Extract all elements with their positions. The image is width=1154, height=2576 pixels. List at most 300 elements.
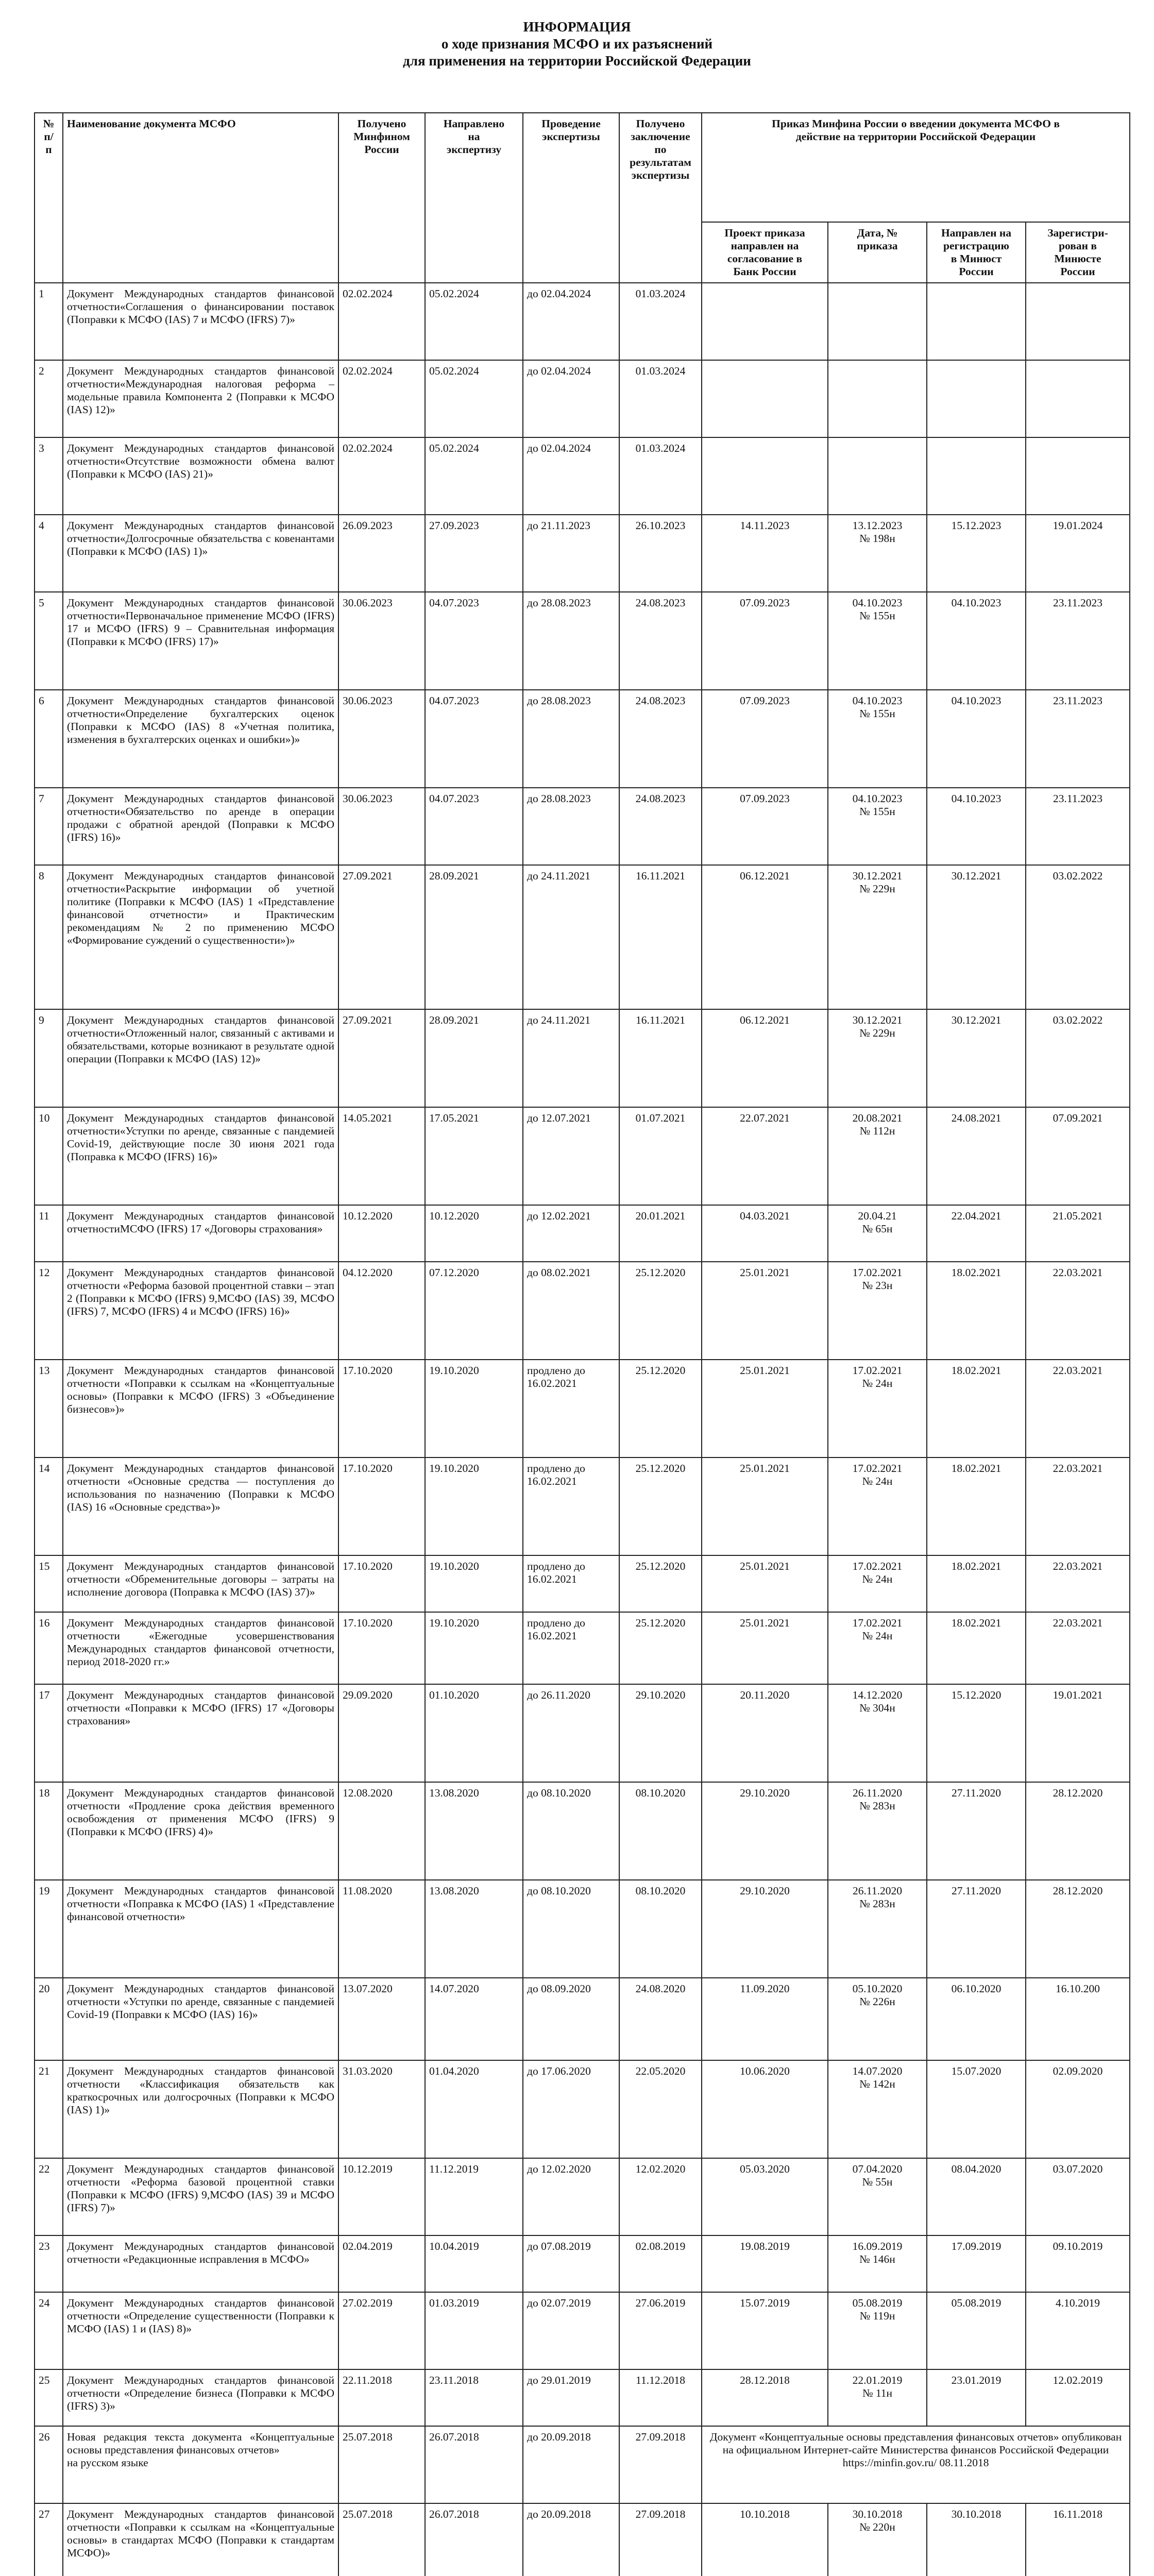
registered-date-cell: 07.09.2021 [1026, 1107, 1130, 1205]
conclusion-date-cell: 01.07.2021 [619, 1107, 702, 1205]
conclusion-date-cell: 29.10.2020 [619, 1684, 702, 1782]
row-number-cell: 1 [35, 283, 63, 360]
document-name-cell: Документ Международных стандартов финансовой отчетности «Реформа базовой процентной ставки – этап 2 (Поправки к МСФО (IFRS) 9,МСФО (IAS) 39, МСФО (IFRS) 7, МСФО (IFRS) 4 и МСФО (IFRS) 16)» [63, 1262, 338, 1360]
order-date-number-cell: 13.12.2023 № 198н [828, 515, 927, 592]
document-name-cell: Документ Международных стандартов финансовой отчетности «Определение существенности (Поправки к МСФО (IAS) 1 и (IAS) 8)» [63, 2292, 338, 2369]
sent-date-cell: 28.09.2021 [425, 865, 523, 1009]
received-date-cell: 02.02.2024 [338, 360, 425, 437]
project-sent-cell: 14.11.2023 [702, 515, 828, 592]
received-date-cell: 17.10.2020 [338, 1555, 425, 1612]
order-date-number-cell: 04.10.2023 № 155н [828, 788, 927, 865]
sent-date-cell: 05.02.2024 [425, 360, 523, 437]
registration-sent-cell [927, 360, 1026, 437]
registered-date-cell: 22.03.2021 [1026, 1612, 1130, 1684]
received-date-cell: 17.10.2020 [338, 1360, 425, 1458]
expertise-deadline-cell: до 08.09.2020 [523, 1978, 619, 2060]
registration-sent-cell: 08.04.2020 [927, 2158, 1026, 2235]
registration-sent-cell [927, 283, 1026, 360]
document-name-cell: Документ Международных стандартов финансовой отчетности«Обязательство по аренде в операции продажи с обратной арендой (Поправки к МСФО (IFRS) 16)» [63, 788, 338, 865]
received-date-cell: 26.09.2023 [338, 515, 425, 592]
project-sent-cell: 29.10.2020 [702, 1880, 828, 1978]
expertise-deadline-cell: до 07.08.2019 [523, 2235, 619, 2292]
expertise-deadline-cell: до 17.06.2020 [523, 2060, 619, 2158]
table-row [35, 2235, 1130, 2292]
project-sent-cell: 05.03.2020 [702, 2158, 828, 2235]
sent-date-cell: 26.07.2018 [425, 2503, 523, 2576]
row-number-cell: 15 [35, 1555, 63, 1612]
sent-date-cell: 28.09.2021 [425, 1009, 523, 1107]
sent-date-cell: 10.12.2020 [425, 1205, 523, 1262]
order-date-number-cell: 20.04.21 № 65н [828, 1205, 927, 1262]
registered-date-cell: 16.11.2018 [1026, 2503, 1130, 2576]
registered-date-cell: 4.10.2019 [1026, 2292, 1130, 2369]
sent-date-cell: 04.07.2023 [425, 788, 523, 865]
expertise-deadline-cell: до 12.02.2020 [523, 2158, 619, 2235]
expertise-deadline-cell: до 08.10.2020 [523, 1880, 619, 1978]
registered-date-cell: 23.11.2023 [1026, 690, 1130, 788]
table-row [35, 2060, 1130, 2158]
order-date-number-cell: 14.07.2020 № 142н [828, 2060, 927, 2158]
sent-date-cell: 19.10.2020 [425, 1612, 523, 1684]
conclusion-date-cell: 24.08.2020 [619, 1978, 702, 2060]
table-row [35, 1684, 1130, 1782]
sent-date-cell: 13.08.2020 [425, 1880, 523, 1978]
sent-date-cell: 19.10.2020 [425, 1458, 523, 1555]
sent-date-cell: 01.03.2019 [425, 2292, 523, 2369]
registration-sent-cell: 22.04.2021 [927, 1205, 1026, 1262]
sent-date-cell: 19.10.2020 [425, 1360, 523, 1458]
document-name-cell: Документ Международных стандартов финансовой отчетности«Долгосрочные обязательства с ковенантами (Поправки к МСФО (IAS) 1)» [63, 515, 338, 592]
registered-date-cell: 22.03.2021 [1026, 1360, 1130, 1458]
table-row [35, 2158, 1130, 2235]
expertise-deadline-cell: до 02.04.2024 [523, 360, 619, 437]
received-date-cell: 02.02.2024 [338, 283, 425, 360]
received-date-cell: 17.10.2020 [338, 1458, 425, 1555]
sent-date-cell: 01.04.2020 [425, 2060, 523, 2158]
document-name-cell: Новая редакция текста документа «Концептуальные основы представления финансовых отчетов» на русском языке [63, 2426, 338, 2503]
project-sent-cell: 06.12.2021 [702, 1009, 828, 1107]
row-number-cell: 24 [35, 2292, 63, 2369]
document-name-cell: Документ Международных стандартов финансовой отчетности «Ежегодные усовершенствования Международных стандартов финансовой отчетности, период 2018-2020 гг.» [63, 1612, 338, 1684]
col-header-received: Получено Минфином России [338, 113, 425, 283]
document-subtitle-1: о ходе признания МСФО и их разъяснений [441, 36, 713, 52]
document-title: ИНФОРМАЦИЯ [523, 19, 631, 35]
expertise-deadline-cell: до 24.11.2021 [523, 865, 619, 1009]
sent-date-cell: 05.02.2024 [425, 283, 523, 360]
row-number-cell: 20 [35, 1978, 63, 2060]
received-date-cell: 02.02.2024 [338, 437, 425, 515]
col-header-sent: Направлено на экспертизу [425, 113, 523, 283]
project-sent-cell: 10.06.2020 [702, 2060, 828, 2158]
col-header-registered: Зарегистри- рован в Минюсте России [1026, 222, 1130, 283]
order-date-number-cell: 30.10.2018 № 220н [828, 2503, 927, 2576]
row-number-cell: 11 [35, 1205, 63, 1262]
document-name-cell: Документ Международных стандартов финансовой отчетности «Определение бизнеса (Поправки к МСФО (IFRS) 3)» [63, 2369, 338, 2426]
sent-date-cell: 05.02.2024 [425, 437, 523, 515]
received-date-cell: 14.05.2021 [338, 1107, 425, 1205]
order-date-number-cell: 04.10.2023 № 155н [828, 690, 927, 788]
conclusion-date-cell: 16.11.2021 [619, 1009, 702, 1107]
registration-sent-cell: 05.08.2019 [927, 2292, 1026, 2369]
registered-date-cell: 22.03.2021 [1026, 1458, 1130, 1555]
row-number-cell: 10 [35, 1107, 63, 1205]
registered-date-cell [1026, 283, 1130, 360]
document-name-cell: Документ Международных стандартов финансовой отчетности«Отложенный налог, связанный с активами и обязательствами, которые возникают в результате одной операции (Поправки к МСФО (IAS) 12)» [63, 1009, 338, 1107]
registration-sent-cell: 18.02.2021 [927, 1360, 1026, 1458]
row-number-cell: 26 [35, 2426, 63, 2503]
project-sent-cell: 28.12.2018 [702, 2369, 828, 2426]
order-date-number-cell: 17.02.2021 № 24н [828, 1555, 927, 1612]
registered-date-cell: 28.12.2020 [1026, 1782, 1130, 1880]
document-name-cell: Документ Международных стандартов финансовой отчетности«Соглашения о финансировании поставок (Поправки к МСФО (IAS) 7 и МСФО (IFRS) 7)» [63, 283, 338, 360]
col-header-date-no: Дата, № приказа [828, 222, 927, 283]
received-date-cell: 25.07.2018 [338, 2426, 425, 2503]
received-date-cell: 22.11.2018 [338, 2369, 425, 2426]
registration-sent-cell: 24.08.2021 [927, 1107, 1026, 1205]
row-number-cell: 19 [35, 1880, 63, 1978]
document-name-cell: Документ Международных стандартов финансовой отчетности «Уступки по аренде, связанные с пандемией Covid-19 (Поправки к МСФО (IAS) 16)» [63, 1978, 338, 2060]
table-row [35, 283, 1130, 360]
document-name-cell: Документ Международных стандартов финансовой отчетности «Редакционные исправления в МСФО» [63, 2235, 338, 2292]
conclusion-date-cell: 22.05.2020 [619, 2060, 702, 2158]
registration-sent-cell [927, 437, 1026, 515]
registration-sent-cell: 04.10.2023 [927, 690, 1026, 788]
expertise-deadline-cell: до 20.09.2018 [523, 2503, 619, 2576]
row-number-cell: 21 [35, 2060, 63, 2158]
project-sent-cell: 25.01.2021 [702, 1555, 828, 1612]
publication-note-cell: Документ «Концептуальные основы представления финансовых отчетов» опубликован на официальном Интернет-сайте Министерства финансов Российской Федерации https://minfin.gov.ru/ 08.11.2018 [702, 2426, 1130, 2503]
table-row [35, 1458, 1130, 1555]
received-date-cell: 31.03.2020 [338, 2060, 425, 2158]
registration-sent-cell: 18.02.2021 [927, 1555, 1026, 1612]
registration-sent-cell: 18.02.2021 [927, 1612, 1026, 1684]
registered-date-cell: 03.07.2020 [1026, 2158, 1130, 2235]
order-date-number-cell: 14.12.2020 № 304н [828, 1684, 927, 1782]
project-sent-cell: 04.03.2021 [702, 1205, 828, 1262]
row-number-cell: 17 [35, 1684, 63, 1782]
received-date-cell: 11.08.2020 [338, 1880, 425, 1978]
conclusion-date-cell: 20.01.2021 [619, 1205, 702, 1262]
table-row [35, 1262, 1130, 1360]
registered-date-cell: 22.03.2021 [1026, 1262, 1130, 1360]
table-row [35, 2503, 1130, 2576]
received-date-cell: 13.07.2020 [338, 1978, 425, 2060]
project-sent-cell: 10.10.2018 [702, 2503, 828, 2576]
conclusion-date-cell: 25.12.2020 [619, 1360, 702, 1458]
expertise-deadline-cell: до 28.08.2023 [523, 690, 619, 788]
registration-sent-cell: 30.10.2018 [927, 2503, 1026, 2576]
conclusion-date-cell: 24.08.2023 [619, 788, 702, 865]
row-number-cell: 8 [35, 865, 63, 1009]
sent-date-cell: 10.04.2019 [425, 2235, 523, 2292]
table-row [35, 1978, 1130, 2060]
project-sent-cell: 25.01.2021 [702, 1360, 828, 1458]
order-date-number-cell: 17.02.2021 № 24н [828, 1612, 927, 1684]
registration-sent-cell: 30.12.2021 [927, 865, 1026, 1009]
order-date-number-cell: 17.02.2021 № 24н [828, 1458, 927, 1555]
project-sent-cell: 07.09.2023 [702, 690, 828, 788]
conclusion-date-cell: 01.03.2024 [619, 283, 702, 360]
sent-date-cell: 01.10.2020 [425, 1684, 523, 1782]
received-date-cell: 17.10.2020 [338, 1612, 425, 1684]
document-name-cell: Документ Международных стандартов финансовой отчетности «Поправки к ссылкам на «Концептуальные основы» в стандартах МСФО (Поправки к стандартам МСФО)» [63, 2503, 338, 2576]
table-body [35, 283, 1130, 2576]
conclusion-date-cell: 25.12.2020 [619, 1555, 702, 1612]
received-date-cell: 25.07.2018 [338, 2503, 425, 2576]
registered-date-cell: 12.02.2019 [1026, 2369, 1130, 2426]
conclusion-date-cell: 24.08.2023 [619, 592, 702, 690]
table-row [35, 1880, 1130, 1978]
document-name-cell: Документ Международных стандартов финансовой отчетности«Отсутствие возможности обмена валют (Поправки к МСФО (IAS) 21)» [63, 437, 338, 515]
table-row [35, 1612, 1130, 1684]
order-date-number-cell [828, 283, 927, 360]
registered-date-cell: 21.05.2021 [1026, 1205, 1130, 1262]
registration-sent-cell: 15.12.2020 [927, 1684, 1026, 1782]
sent-date-cell: 26.07.2018 [425, 2426, 523, 2503]
expertise-deadline-cell: до 28.08.2023 [523, 592, 619, 690]
received-date-cell: 10.12.2019 [338, 2158, 425, 2235]
registration-sent-cell: 27.11.2020 [927, 1880, 1026, 1978]
registered-date-cell: 19.01.2021 [1026, 1684, 1130, 1782]
registration-sent-cell: 30.12.2021 [927, 1009, 1026, 1107]
project-sent-cell: 11.09.2020 [702, 1978, 828, 2060]
registration-sent-cell: 18.02.2021 [927, 1458, 1026, 1555]
registration-sent-cell: 15.12.2023 [927, 515, 1026, 592]
expertise-deadline-cell: до 29.01.2019 [523, 2369, 619, 2426]
project-sent-cell: 15.07.2019 [702, 2292, 828, 2369]
table-row [35, 690, 1130, 788]
table-row [35, 1009, 1130, 1107]
expertise-deadline-cell: до 12.02.2021 [523, 1205, 619, 1262]
document-header [0, 19, 1154, 70]
conclusion-date-cell: 16.11.2021 [619, 865, 702, 1009]
sent-date-cell: 11.12.2019 [425, 2158, 523, 2235]
expertise-deadline-cell: до 02.04.2024 [523, 283, 619, 360]
registered-date-cell: 22.03.2021 [1026, 1555, 1130, 1612]
received-date-cell: 29.09.2020 [338, 1684, 425, 1782]
document-name-cell: Документ Международных стандартов финансовой отчетности «Обременительные договоры – затраты на исполнение договора (Поправка к МСФО (IAS) 37)» [63, 1555, 338, 1612]
project-sent-cell: 20.11.2020 [702, 1684, 828, 1782]
project-sent-cell: 07.09.2023 [702, 592, 828, 690]
conclusion-date-cell: 01.03.2024 [619, 360, 702, 437]
document-name-cell: Документ Международных стандартов финансовой отчетности «Поправки к МСФО (IFRS) 17 «Договоры страхования» [63, 1684, 338, 1782]
order-date-number-cell [828, 360, 927, 437]
row-number-cell: 6 [35, 690, 63, 788]
row-number-cell: 13 [35, 1360, 63, 1458]
expertise-deadline-cell: до 02.04.2024 [523, 437, 619, 515]
conclusion-date-cell: 25.12.2020 [619, 1612, 702, 1684]
received-date-cell: 04.12.2020 [338, 1262, 425, 1360]
conclusion-date-cell: 02.08.2019 [619, 2235, 702, 2292]
order-date-number-cell: 17.02.2021 № 23н [828, 1262, 927, 1360]
registered-date-cell: 28.12.2020 [1026, 1880, 1130, 1978]
expertise-deadline-cell: продлено до 16.02.2021 [523, 1360, 619, 1458]
expertise-deadline-cell: до 08.02.2021 [523, 1262, 619, 1360]
registration-sent-cell: 06.10.2020 [927, 1978, 1026, 2060]
registered-date-cell: 23.11.2023 [1026, 788, 1130, 865]
received-date-cell: 27.02.2019 [338, 2292, 425, 2369]
received-date-cell: 02.04.2019 [338, 2235, 425, 2292]
conclusion-date-cell: 25.12.2020 [619, 1262, 702, 1360]
document-name-cell: Документ Международных стандартов финансовой отчетности«Первоначальное применение МСФО (IFRS) 17 и МСФО (IFRS) 9 – Сравнительная информация (Поправки к МСФО (IFRS) 17)» [63, 592, 338, 690]
received-date-cell: 27.09.2021 [338, 865, 425, 1009]
registered-date-cell: 16.10.200 [1026, 1978, 1130, 2060]
document-name-cell: Документ Международных стандартов финансовой отчетности «Классификация обязательств как краткосрочных или долгосрочных (Поправки к МСФО (IAS) 1)» [63, 2060, 338, 2158]
table-row [35, 1107, 1130, 1205]
conclusion-date-cell: 26.10.2023 [619, 515, 702, 592]
received-date-cell: 27.09.2021 [338, 1009, 425, 1107]
order-date-number-cell: 16.09.2019 № 146н [828, 2235, 927, 2292]
conclusion-date-cell: 08.10.2020 [619, 1782, 702, 1880]
document-name-cell: Документ Международных стандартов финансовой отчетности«Определение бухгалтерских оценок (Поправки к МСФО (IAS) 8 «Учетная политика, изменения в бухгалтерских оценках и ошибки»)» [63, 690, 338, 788]
row-number-cell: 22 [35, 2158, 63, 2235]
project-sent-cell: 07.09.2023 [702, 788, 828, 865]
expertise-deadline-cell: до 28.08.2023 [523, 788, 619, 865]
project-sent-cell: 25.01.2021 [702, 1612, 828, 1684]
conclusion-date-cell: 27.09.2018 [619, 2426, 702, 2503]
registration-sent-cell: 15.07.2020 [927, 2060, 1026, 2158]
registration-sent-cell: 17.09.2019 [927, 2235, 1026, 2292]
conclusion-date-cell: 01.03.2024 [619, 437, 702, 515]
project-sent-cell: 25.01.2021 [702, 1262, 828, 1360]
registered-date-cell: 19.01.2024 [1026, 515, 1130, 592]
document-name-cell: Документ Международных стандартов финансовой отчетности «Поправки к ссылкам на «Концептуальные основы» (Поправки к МСФО (IFRS) 3 «Объединение бизнесов»)» [63, 1360, 338, 1458]
registration-sent-cell: 27.11.2020 [927, 1782, 1026, 1880]
order-date-number-cell: 20.08.2021 № 112н [828, 1107, 927, 1205]
order-date-number-cell: 26.11.2020 № 283н [828, 1880, 927, 1978]
registered-date-cell: 23.11.2023 [1026, 592, 1130, 690]
expertise-deadline-cell: до 08.10.2020 [523, 1782, 619, 1880]
conclusion-date-cell: 25.12.2020 [619, 1458, 702, 1555]
project-sent-cell: 06.12.2021 [702, 865, 828, 1009]
row-number-cell: 14 [35, 1458, 63, 1555]
document-name-cell: Документ Международных стандартов финансовой отчетности«Уступки по аренде, связанные с пандемией Covid-19, действующие после 30 июня 2021 года (Поправка к МСФО (IFRS) 16)» [63, 1107, 338, 1205]
document-name-cell: Документ Международных стандартов финансовой отчетности «Реформа базовой процентной ставки (Поправки к МСФО (IFRS) 9,МСФО (IAS) 39 и МСФО (IFRS) 7)» [63, 2158, 338, 2235]
project-sent-cell: 19.08.2019 [702, 2235, 828, 2292]
order-date-number-cell: 07.04.2020 № 55н [828, 2158, 927, 2235]
order-date-number-cell [828, 437, 927, 515]
received-date-cell: 10.12.2020 [338, 1205, 425, 1262]
table-row [35, 360, 1130, 437]
project-sent-cell [702, 437, 828, 515]
conclusion-date-cell: 12.02.2020 [619, 2158, 702, 2235]
received-date-cell: 30.06.2023 [338, 788, 425, 865]
expertise-deadline-cell: до 21.11.2023 [523, 515, 619, 592]
document-subtitle-2: для применения на территории Российской Федерации [403, 53, 751, 69]
row-number-cell: 5 [35, 592, 63, 690]
col-header-expertise: Проведение экспертизы [523, 113, 619, 283]
order-date-number-cell: 30.12.2021 № 229н [828, 865, 927, 1009]
registered-date-cell: 03.02.2022 [1026, 865, 1130, 1009]
received-date-cell: 12.08.2020 [338, 1782, 425, 1880]
document-name-cell: Документ Международных стандартов финансовой отчетности«Международная налоговая реформа – модельные правила Компонента 2 (Поправки к МСФО (IAS) 12)» [63, 360, 338, 437]
registered-date-cell: 02.09.2020 [1026, 2060, 1130, 2158]
expertise-deadline-cell: до 12.07.2021 [523, 1107, 619, 1205]
registration-sent-cell: 04.10.2023 [927, 592, 1026, 690]
row-number-cell: 9 [35, 1009, 63, 1107]
row-number-cell: 7 [35, 788, 63, 865]
document-name-cell: Документ Международных стандартов финансовой отчетностиМСФО (IFRS) 17 «Договоры страхования» [63, 1205, 338, 1262]
registered-date-cell [1026, 437, 1130, 515]
sent-date-cell: 23.11.2018 [425, 2369, 523, 2426]
row-number-cell: 18 [35, 1782, 63, 1880]
row-number-cell: 25 [35, 2369, 63, 2426]
col-header-number: № п/ п [35, 113, 63, 283]
conclusion-date-cell: 08.10.2020 [619, 1880, 702, 1978]
expertise-deadline-cell: до 24.11.2021 [523, 1009, 619, 1107]
col-header-registration: Направлен на регистрацию в Минюст России [927, 222, 1026, 283]
registered-date-cell: 09.10.2019 [1026, 2235, 1130, 2292]
received-date-cell: 30.06.2023 [338, 592, 425, 690]
received-date-cell: 30.06.2023 [338, 690, 425, 788]
sent-date-cell: 19.10.2020 [425, 1555, 523, 1612]
order-date-number-cell: 17.02.2021 № 24н [828, 1360, 927, 1458]
col-header-name: Наименование документа МСФО [63, 113, 338, 283]
conclusion-date-cell: 27.06.2019 [619, 2292, 702, 2369]
conclusion-date-cell: 27.09.2018 [619, 2503, 702, 2576]
registration-sent-cell: 18.02.2021 [927, 1262, 1026, 1360]
expertise-deadline-cell: продлено до 16.02.2021 [523, 1612, 619, 1684]
project-sent-cell [702, 283, 828, 360]
sent-date-cell: 17.05.2021 [425, 1107, 523, 1205]
table-row [35, 865, 1130, 1009]
registration-sent-cell: 23.01.2019 [927, 2369, 1026, 2426]
row-number-cell: 12 [35, 1262, 63, 1360]
order-date-number-cell: 22.01.2019 № 11н [828, 2369, 927, 2426]
col-header-project: Проект приказа направлен на согласование в Банк России [702, 222, 828, 283]
conclusion-date-cell: 24.08.2023 [619, 690, 702, 788]
ifrs-status-table [34, 112, 1130, 2576]
order-date-number-cell: 30.12.2021 № 229н [828, 1009, 927, 1107]
table-row [35, 2426, 1130, 2503]
table-row [35, 437, 1130, 515]
table-row [35, 592, 1130, 690]
registration-sent-cell: 04.10.2023 [927, 788, 1026, 865]
table-row [35, 515, 1130, 592]
sent-date-cell: 04.07.2023 [425, 592, 523, 690]
registered-date-cell [1026, 360, 1130, 437]
table-row [35, 1360, 1130, 1458]
conclusion-date-cell: 11.12.2018 [619, 2369, 702, 2426]
row-number-cell: 2 [35, 360, 63, 437]
document-name-cell: Документ Международных стандартов финансовой отчетности «Основные средства — поступления до использования по назначению (Поправки к МСФО (IAS) 16 «Основные средства»)» [63, 1458, 338, 1555]
expertise-deadline-cell: продлено до 16.02.2021 [523, 1555, 619, 1612]
row-number-cell: 4 [35, 515, 63, 592]
row-number-cell: 3 [35, 437, 63, 515]
project-sent-cell: 22.07.2021 [702, 1107, 828, 1205]
project-sent-cell: 25.01.2021 [702, 1458, 828, 1555]
document-name-cell: Документ Международных стандартов финансовой отчетности «Поправка к МСФО (IAS) 1 «Представление финансовой отчетности» [63, 1880, 338, 1978]
document-name-cell: Документ Международных стандартов финансовой отчетности«Раскрытие информации об учетной политике (Поправки к МСФО (IAS) 1 «Представление финансовой отчетности» и Практическим рекомендациям № 2 по применению МСФО «Формирование суждений о существенности»)» [63, 865, 338, 1009]
sent-date-cell: 27.09.2023 [425, 515, 523, 592]
sent-date-cell: 07.12.2020 [425, 1262, 523, 1360]
table-row [35, 2292, 1130, 2369]
registered-date-cell: 03.02.2022 [1026, 1009, 1130, 1107]
document-name-cell: Документ Международных стандартов финансовой отчетности «Продление срока действия временного освобождения от применения МСФО (IFRS) 9 (Поправки к МСФО (IFRS) 4)» [63, 1782, 338, 1880]
sent-date-cell: 14.07.2020 [425, 1978, 523, 2060]
project-sent-cell [702, 360, 828, 437]
order-date-number-cell: 05.08.2019 № 119н [828, 2292, 927, 2369]
project-sent-cell: 29.10.2020 [702, 1782, 828, 1880]
row-number-cell: 16 [35, 1612, 63, 1684]
sent-date-cell: 13.08.2020 [425, 1782, 523, 1880]
col-header-conclusion: Получено заключение по результатам экспертизы [619, 113, 702, 283]
order-date-number-cell: 26.11.2020 № 283н [828, 1782, 927, 1880]
table-row [35, 1782, 1130, 1880]
expertise-deadline-cell: продлено до 16.02.2021 [523, 1458, 619, 1555]
expertise-deadline-cell: до 26.11.2020 [523, 1684, 619, 1782]
table-row [35, 2369, 1130, 2426]
